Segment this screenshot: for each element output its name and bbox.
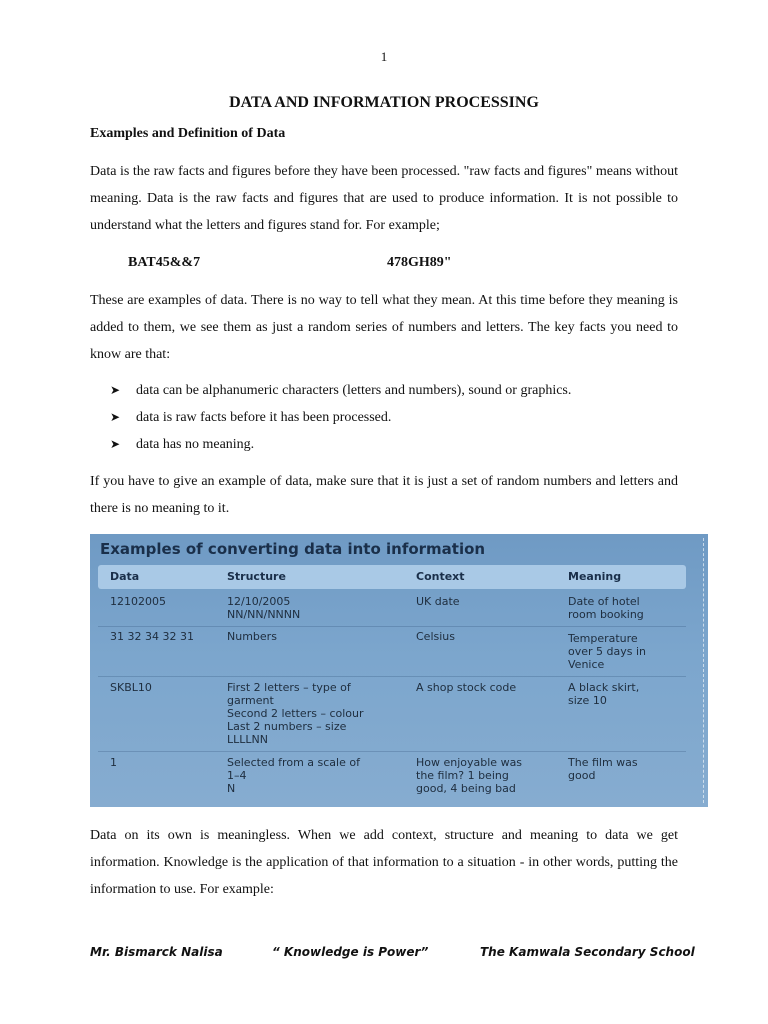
footer-author: Mr. Bismarck Nalisa — [90, 945, 223, 959]
list-item-text: data has no meaning. — [136, 437, 255, 452]
key-facts-list — [110, 378, 571, 459]
table-title: Examples of converting data into information — [100, 540, 486, 558]
table-cell: How enjoyable was the film? 1 being good, 4 being bad — [416, 756, 523, 795]
paragraph-advice: If you have to give an example of data, make sure that it is just a set of random numbers and letters and there is no meaning to it. — [90, 474, 678, 516]
data-example-1: BAT45&&7 — [128, 255, 201, 270]
table-cell: A shop stock code — [416, 681, 517, 694]
table-cell: The film was good — [568, 756, 638, 782]
table-header-structure: Structure — [227, 570, 286, 583]
table-cell: 31 32 34 32 31 — [110, 630, 194, 643]
table-cell: Selected from a scale of 1–4 N — [227, 756, 360, 795]
table-cell: Numbers — [227, 630, 277, 643]
table-cell: UK date — [416, 595, 460, 608]
paragraph-information: Data on its own is meaningless. When we add context, structure and meaning to data we get information. Knowledge is the application of that information to a situation - in other words, putting the information to use. For example: — [90, 828, 678, 897]
paragraph-definition: Data is the raw facts and figures before they have been processed. "raw facts and figures" means without meaning. Data is the raw facts and figures that are used to produce information. It is not possible to understand what the letters and figures stand for. For example; — [90, 164, 678, 233]
table-header-context: Context — [416, 570, 465, 583]
paragraph-examples: These are examples of data. There is no way to tell what they mean. At this time before they meaning is added to them, we see them as just a random series of numbers and letters. The key facts you need to know are that: — [90, 293, 678, 362]
row-divider — [98, 626, 686, 627]
row-divider — [98, 751, 686, 752]
footer-school: The Kamwala Secondary School — [480, 945, 695, 959]
row-divider — [98, 676, 686, 677]
table-header-row — [98, 565, 686, 589]
list-item — [110, 378, 571, 405]
data-conversion-table — [90, 534, 708, 807]
table-header-meaning: Meaning — [568, 570, 622, 583]
arrow-bullet-icon: ➤ — [110, 410, 121, 424]
page-number: 1 — [380, 49, 388, 64]
data-example-2: 478GH89" — [387, 255, 452, 270]
table-cell: Celsius — [416, 630, 455, 643]
list-item-text: data can be alphanumeric characters (letters and numbers), sound or graphics. — [136, 383, 572, 398]
arrow-bullet-icon: ➤ — [110, 383, 121, 397]
table-cell: First 2 letters – type of garment Second 2 letters – colour Last 2 numbers – size LLLLNN — [227, 681, 364, 746]
list-item — [110, 405, 571, 432]
footer-motto: “ Knowledge is Power” — [272, 945, 429, 959]
table-cell: A black skirt, size 10 — [568, 681, 640, 707]
table-cell: 12/10/2005 NN/NN/NNNN — [227, 595, 301, 621]
table-cell: 12102005 — [110, 595, 166, 608]
table-cell: SKBL10 — [110, 681, 152, 694]
arrow-bullet-icon: ➤ — [110, 437, 121, 451]
section-heading: Examples and Definition of Data — [90, 126, 286, 141]
table-cell: 1 — [110, 756, 117, 769]
page-title: DATA AND INFORMATION PROCESSING — [229, 94, 539, 111]
list-item — [110, 432, 571, 459]
list-item-text: data is raw facts before it has been processed. — [136, 410, 392, 425]
table-cell: Temperature over 5 days in Venice — [568, 632, 647, 671]
table-cell: Date of hotel room booking — [568, 595, 644, 621]
table-header-data: Data — [110, 570, 140, 583]
